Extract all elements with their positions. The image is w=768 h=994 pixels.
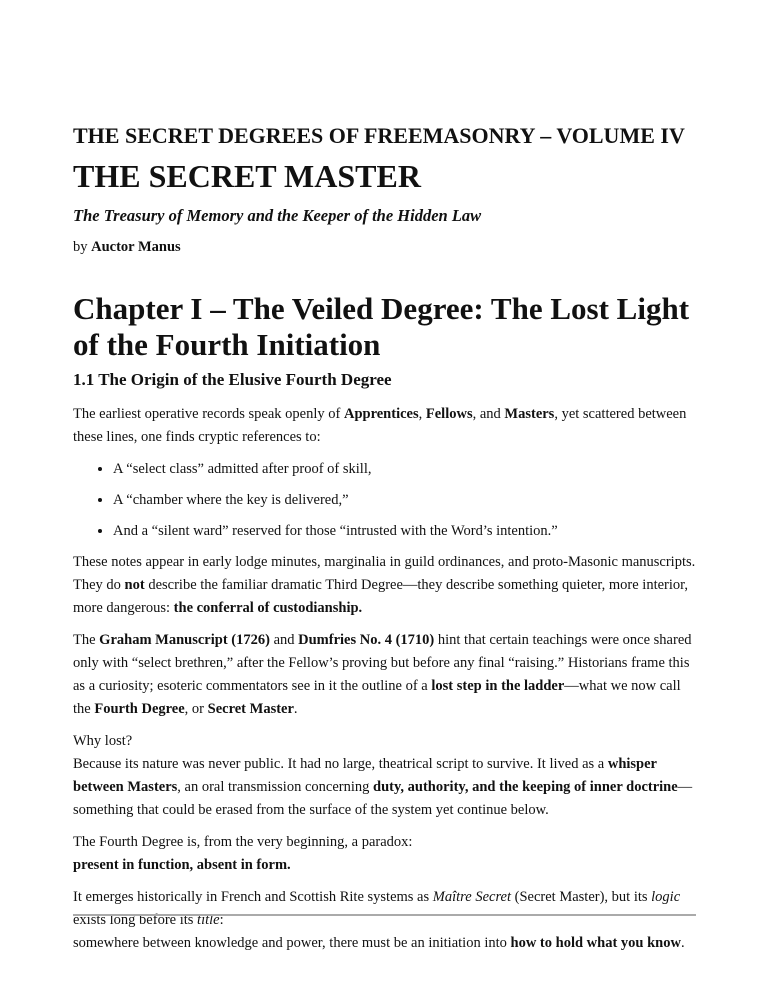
byline-prefix: by bbox=[73, 239, 92, 255]
bold-text: Fellows bbox=[425, 406, 473, 422]
text-run: The earliest operative records speak openly of bbox=[73, 406, 344, 422]
bullet-list bbox=[73, 458, 698, 543]
text-run: The bbox=[73, 632, 100, 648]
paragraph bbox=[73, 730, 698, 822]
text-run: . bbox=[293, 701, 298, 717]
text-run: —something that could be erased from the surface of the system yet continue below. bbox=[73, 779, 693, 818]
text-run: —what we now call the bbox=[73, 678, 681, 717]
text-run: : bbox=[219, 912, 224, 928]
text-run: A “select class” admitted after proof of skill, bbox=[113, 461, 372, 477]
bold-text: Secret Master bbox=[207, 701, 294, 717]
bold-text: whisper between Masters bbox=[73, 756, 657, 795]
text-run: , and bbox=[472, 406, 505, 422]
paragraph bbox=[73, 886, 698, 955]
text-run: , bbox=[418, 406, 426, 422]
paragraph bbox=[73, 551, 698, 620]
bold-text: duty, authority, and the keeping of inner doctrine bbox=[373, 779, 678, 795]
bold-text: how to hold what you know bbox=[510, 935, 681, 951]
bold-text: Graham Manuscript (1726) bbox=[99, 632, 270, 648]
divider bbox=[73, 914, 696, 916]
text-run: exists long before its bbox=[73, 912, 198, 928]
text-run: It emerges historically in French and Scottish Rite systems as bbox=[73, 889, 433, 905]
book-subtitle: The Treasury of Memory and the Keeper of the Hidden Law bbox=[73, 206, 482, 225]
text-run: And a “silent ward” reserved for those “intrusted with the Word’s intention.” bbox=[113, 523, 558, 539]
list-item bbox=[113, 458, 698, 481]
author-name: Auctor Manus bbox=[91, 239, 181, 255]
bold-text: the conferral of custodianship. bbox=[173, 600, 363, 616]
volume-heading: THE SECRET DEGREES OF FREEMASONRY – VOLUME IV bbox=[73, 123, 685, 148]
bold-text: Fourth Degree bbox=[94, 701, 185, 717]
bold-text: lost step in the ladder bbox=[431, 678, 565, 694]
italic-text: title bbox=[197, 912, 220, 928]
bold-text: Apprentices bbox=[343, 406, 419, 422]
text-run: Because its nature was never public. It had no large, theatrical script to survive. It lived as a bbox=[73, 756, 608, 772]
italic-text: logic bbox=[651, 889, 681, 905]
text-run: (Secret Master), but its bbox=[511, 889, 652, 905]
text-run: describe the familiar dramatic Third Degree—they describe something quieter, more interior, more dangerous: bbox=[73, 577, 689, 616]
chapter-title: Chapter I – The Veiled Degree: The Lost Light of the Fourth Initiation bbox=[73, 291, 690, 362]
paragraph bbox=[73, 831, 698, 877]
bold-text: Dumfries No. 4 (1710) bbox=[298, 632, 435, 648]
text-run: . bbox=[680, 935, 685, 951]
text-run: A “chamber where the key is delivered,” bbox=[113, 492, 349, 508]
byline bbox=[73, 237, 698, 257]
text-run: , yet scattered between these lines, one finds cryptic references to: bbox=[73, 406, 687, 445]
text-run: , an oral transmission concerning bbox=[177, 779, 373, 795]
paragraph bbox=[73, 629, 698, 721]
section-content bbox=[73, 403, 698, 955]
text-run: , or bbox=[184, 701, 208, 717]
paragraph bbox=[73, 403, 698, 449]
text-run: The Fourth Degree is, from the very beginning, a paradox: bbox=[73, 834, 413, 850]
text-run: somewhere between knowledge and power, there must be an initiation into bbox=[73, 935, 511, 951]
list-item bbox=[113, 520, 698, 543]
bold-text: not bbox=[124, 577, 145, 593]
section-heading: 1.1 The Origin of the Elusive Fourth Degree bbox=[73, 370, 392, 389]
book-title: THE SECRET MASTER bbox=[73, 158, 421, 194]
text-run: and bbox=[269, 632, 299, 648]
italic-text: Maître Secret bbox=[432, 889, 512, 905]
text-run: These notes appear in early lodge minutes, marginalia in guild ordinances, and proto-Masonic manuscripts. They do bbox=[73, 554, 696, 593]
document-body bbox=[73, 123, 698, 964]
text-run: hint that certain teachings were once shared only with “select brethren,” after the Fellow’s proving but before any final “raising.” Historians frame this as a curiosity; esoteric commentators see in it the outline of a bbox=[73, 632, 692, 694]
list-item bbox=[113, 489, 698, 512]
text-run: Why lost? bbox=[73, 733, 133, 749]
bold-text: Masters bbox=[504, 406, 555, 422]
bold-text: present in function, absent in form. bbox=[73, 857, 291, 873]
